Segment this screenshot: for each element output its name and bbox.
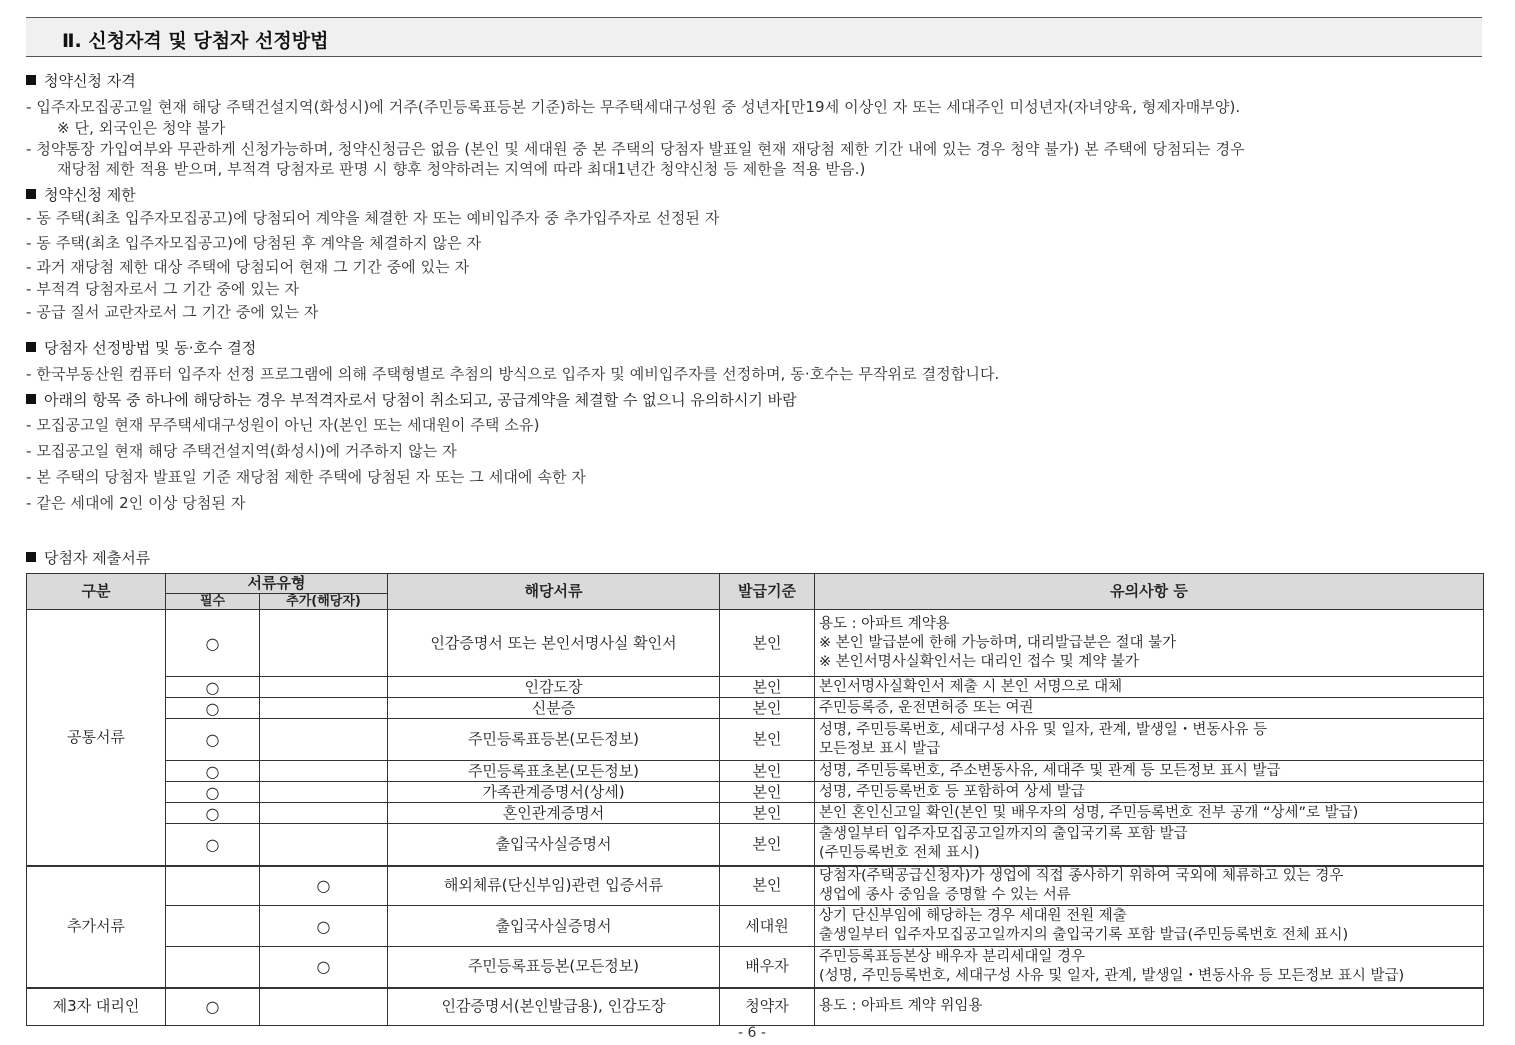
qualification-line-4: 재당첨 제한 적용 받으며, 부적격 당첨자로 판명 시 향후 청약하려는 지역에 따라 최대1년간 청약신청 등 제한을 적용 받음.): [57, 160, 866, 178]
doc-notes: 용도 : 아파트 계약 위임용: [815, 988, 1484, 1026]
doc-issuer: 본인: [720, 824, 815, 866]
doc-issuer: 본인: [720, 719, 815, 761]
restriction-line-2: - 동 주택(최초 입주자모집공고)에 당첨된 후 계약을 체결하지 않은 자: [26, 234, 482, 252]
restriction-line-4: - 부적격 당첨자로서 그 기간 중에 있는 자: [26, 280, 300, 298]
additional-mark-empty: [260, 719, 388, 761]
doc-issuer: 본인: [720, 782, 815, 803]
doc-issuer: 세대원: [720, 906, 815, 947]
qualification-line-3: - 청약통장 가입여부와 무관하게 신청가능하며, 청약신청금은 없음 (본인 및 세대원 중 본 주택의 당첨자 발표일 현재 재당첨 제한 기간 내에 있는 경우 청약 불가) 본 주택에 당첨되는 경우: [26, 140, 1245, 158]
doc-notes: 성명, 주민등록번호, 주소변동사유, 세대주 및 관계 등 모든정보 표시 발급: [815, 761, 1484, 782]
required-mark: ○: [166, 677, 260, 698]
restriction-line-1: - 동 주택(최초 입주자모집공고)에 당첨되어 계약을 체결한 자 또는 예비입주자 중 추가입주자로 선정된 자: [26, 209, 720, 227]
doc-name: 출입국사실증명서: [388, 824, 720, 866]
header-doc-type: 서류유형: [166, 574, 388, 594]
doc-notes: 성명, 주민등록번호 등 포함하여 상세 발급: [815, 782, 1484, 803]
doc-issuer: 본인: [720, 761, 815, 782]
table-row: [27, 824, 1484, 866]
additional-mark-empty: [260, 824, 388, 866]
doc-name: 혼인관계증명서: [388, 803, 720, 824]
documents-table: [26, 573, 1484, 1026]
doc-notes: 상기 단신부임에 해당하는 경우 세대원 전원 제출 출생일부터 입주자모집공고일까지의 출입국기록 포함 발급(주민등록번호 전체 표시): [815, 906, 1484, 947]
section-title-bar: [26, 17, 1482, 57]
doc-notes: 주민등록증, 운전면허증 또는 여권: [815, 698, 1484, 719]
ineligible-line-4: - 같은 세대에 2인 이상 당첨된 자: [26, 494, 246, 512]
doc-notes: 당첨자(주택공급신청자)가 생업에 직접 종사하기 위하여 국외에 체류하고 있는 경우 생업에 종사 중임을 증명할 수 있는 서류: [815, 866, 1484, 906]
doc-issuer: 본인: [720, 677, 815, 698]
table-row: [27, 677, 1484, 698]
additional-mark-empty: [260, 803, 388, 824]
additional-mark-empty: [260, 782, 388, 803]
additional-mark-empty: [260, 698, 388, 719]
table-row: [27, 719, 1484, 761]
required-mark: ○: [166, 803, 260, 824]
required-mark: ○: [166, 698, 260, 719]
square-bullet-icon: [26, 394, 36, 404]
additional-mark: ○: [260, 866, 388, 906]
doc-name: 해외체류(단신부임)관련 입증서류: [388, 866, 720, 906]
doc-notes: 본인서명사실확인서 제출 시 본인 서명으로 대체: [815, 677, 1484, 698]
required-mark-empty: [166, 906, 260, 947]
doc-issuer: 본인: [720, 803, 815, 824]
restriction-line-5: - 공급 질서 교란자로서 그 기간 중에 있는 자: [26, 303, 319, 321]
doc-notes: 용도 : 아파트 계약용 ※ 본인 발급분에 한해 가능하며, 대리발급분은 절대 불가 ※ 본인서명사실확인서는 대리인 접수 및 계약 불가: [815, 610, 1484, 677]
doc-name: 주민등록표초본(모든정보): [388, 761, 720, 782]
ineligible-line-2: - 모집공고일 현재 해당 주택건설지역(화성시)에 거주하지 않는 자: [26, 442, 457, 460]
qualification-line-1: - 입주자모집공고일 현재 해당 주택건설지역(화성시)에 거주(주민등록표등본 기준)하는 무주택세대구성원 중 성년자[만19세 이상인 자 또는 세대주인 미성년자(자녀양육, 형제자매부양).: [26, 98, 1241, 116]
required-mark: ○: [166, 782, 260, 803]
square-bullet-icon: [26, 75, 36, 85]
square-bullet-icon: [26, 189, 36, 199]
doc-issuer: 본인: [720, 610, 815, 677]
doc-issuer: 본인: [720, 698, 815, 719]
doc-notes: 성명, 주민등록번호, 세대구성 사유 및 일자, 관계, 발생일・변동사유 등 모든정보 표시 발급: [815, 719, 1484, 761]
heading-restriction: 청약신청 제한: [26, 184, 136, 205]
required-mark-empty: [166, 947, 260, 988]
header-issuer: 발급기준: [720, 574, 815, 610]
header-document: 해당서류: [388, 574, 720, 610]
table-row: [27, 988, 1484, 1026]
square-bullet-icon: [26, 342, 36, 352]
group-proxy: 제3자 대리인: [27, 988, 166, 1026]
square-bullet-icon: [26, 552, 36, 562]
doc-issuer: 본인: [720, 866, 815, 906]
qualification-line-2: ※ 단, 외국인은 청약 불가: [57, 119, 226, 137]
doc-name: 인감도장: [388, 677, 720, 698]
table-row: [27, 782, 1484, 803]
header-required: 필수: [166, 594, 260, 610]
heading-qualification: 청약신청 자격: [26, 70, 136, 91]
additional-mark-empty: [260, 761, 388, 782]
table-row: [27, 866, 1484, 906]
section-title: Ⅱ. 신청자격 및 당첨자 선정방법: [62, 30, 329, 52]
heading-ineligible: 아래의 항목 중 하나에 해당하는 경우 부적격자로서 당첨이 취소되고, 공급계약을 체결할 수 없으니 유의하시기 바람: [26, 389, 797, 410]
doc-notes: 주민등록표등본상 배우자 분리세대일 경우 (성명, 주민등록번호, 세대구성 사유 및 일자, 관계, 발생일・변동사유 등 모든정보 표시 발급): [815, 947, 1484, 988]
doc-issuer: 청약자: [720, 988, 815, 1026]
additional-mark: ○: [260, 947, 388, 988]
additional-mark-empty: [260, 988, 388, 1026]
doc-name: 가족관계증명서(상세): [388, 782, 720, 803]
doc-notes: 출생일부터 입주자모집공고일까지의 출입국기록 포함 발급 (주민등록번호 전체 표시): [815, 824, 1484, 866]
required-mark: ○: [166, 824, 260, 866]
doc-name: 주민등록표등본(모든정보): [388, 947, 720, 988]
table-row: [27, 803, 1484, 824]
group-additional: 추가서류: [27, 866, 166, 988]
header-additional: 추가(해당자): [260, 594, 388, 610]
table-row: [27, 698, 1484, 719]
required-mark: ○: [166, 988, 260, 1026]
group-common: 공통서류: [27, 610, 166, 866]
doc-issuer: 배우자: [720, 947, 815, 988]
heading-documents: 당첨자 제출서류: [26, 547, 150, 568]
ineligible-line-1: - 모집공고일 현재 무주택세대구성원이 아닌 자(본인 또는 세대원이 주택 소유): [26, 416, 540, 434]
required-mark-empty: [166, 866, 260, 906]
doc-name: 신분증: [388, 698, 720, 719]
table-row: [27, 947, 1484, 988]
doc-name: 출입국사실증명서: [388, 906, 720, 947]
doc-name: 주민등록표등본(모든정보): [388, 719, 720, 761]
table-row: [27, 761, 1484, 782]
doc-notes: 본인 혼인신고일 확인(본인 및 배우자의 성명, 주민등록번호 전부 공개 “상세”로 발급): [815, 803, 1484, 824]
header-notes: 유의사항 등: [815, 574, 1484, 610]
selection-line-1: - 한국부동산원 컴퓨터 입주자 선정 프로그램에 의해 주택형별로 추첨의 방식으로 입주자 및 예비입주자를 선정하며, 동·호수는 무작위로 결정합니다.: [26, 365, 1000, 383]
table-row: [27, 610, 1484, 677]
doc-name: 인감증명서(본인발급용), 인감도장: [388, 988, 720, 1026]
restriction-line-3: - 과거 재당첨 제한 대상 주택에 당첨되어 현재 그 기간 중에 있는 자: [26, 258, 470, 276]
page-number: - 6 -: [738, 1025, 766, 1041]
required-mark: ○: [166, 761, 260, 782]
additional-mark: ○: [260, 906, 388, 947]
required-mark: ○: [166, 610, 260, 677]
header-category: 구분: [27, 574, 166, 610]
required-mark: ○: [166, 719, 260, 761]
additional-mark-empty: [260, 677, 388, 698]
heading-selection: 당첨자 선정방법 및 동·호수 결정: [26, 337, 256, 358]
additional-mark-empty: [260, 610, 388, 677]
doc-name: 인감증명서 또는 본인서명사실 확인서: [388, 610, 720, 677]
table-row: [27, 906, 1484, 947]
ineligible-line-3: - 본 주택의 당첨자 발표일 기준 재당첨 제한 주택에 당첨된 자 또는 그 세대에 속한 자: [26, 468, 587, 486]
